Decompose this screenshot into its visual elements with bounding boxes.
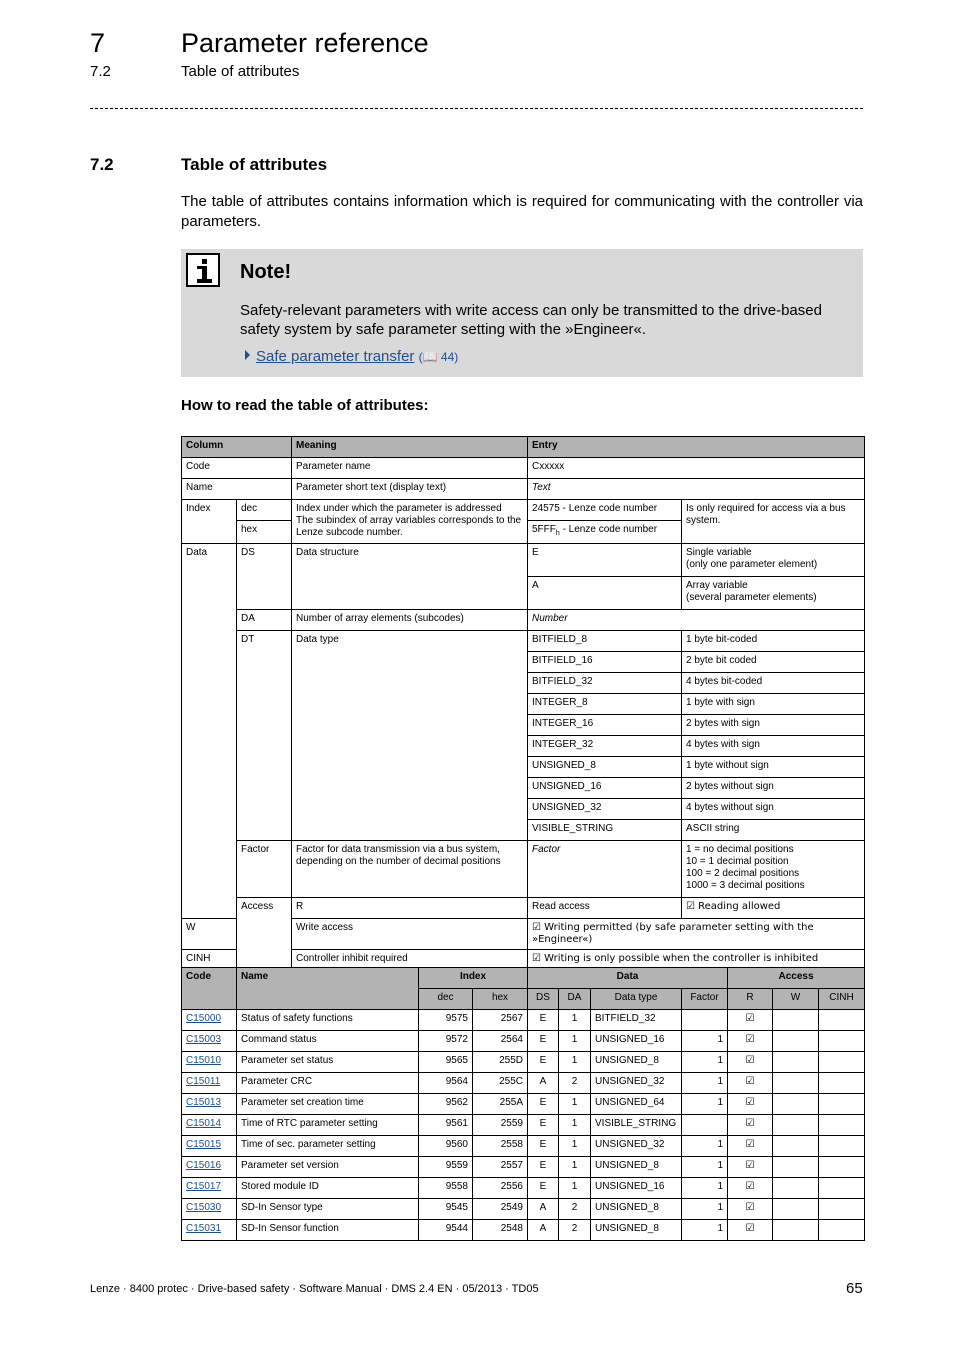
param-cell-factor: 1	[682, 1073, 728, 1094]
legend-cell: ASCII string	[682, 820, 865, 841]
param-cell-dec: 9558	[419, 1178, 473, 1199]
table-row	[182, 1220, 865, 1241]
legend-cell: BITFIELD_16	[528, 652, 682, 673]
param-cell-name: Time of sec. parameter setting	[237, 1136, 419, 1157]
param-cell-ds: E	[528, 1178, 559, 1199]
param-cell-da: 2	[559, 1199, 591, 1220]
param-cell-hex: 2567	[473, 1010, 528, 1031]
param-cell-dec: 9561	[419, 1115, 473, 1136]
legend-cell: $5FFF_h$ - Lenze code number	[528, 521, 682, 544]
legend-cell: 2 bytes with sign	[682, 715, 865, 736]
legend-header-meaning: Meaning	[292, 437, 528, 458]
param-cell-factor: 1	[682, 1220, 728, 1241]
legend-cell: 4 bytes bit-coded	[682, 673, 865, 694]
page-ref[interactable]: (📖 44)	[418, 350, 459, 364]
legend-cell: Data structure	[292, 544, 528, 610]
info-icon	[186, 253, 220, 287]
param-code-link[interactable]: C15010	[182, 1052, 237, 1073]
note-box	[181, 249, 863, 377]
param-cell-hex: 2556	[473, 1178, 528, 1199]
param-cell-dec: 9559	[419, 1157, 473, 1178]
legend-cell: INTEGER_16	[528, 715, 682, 736]
param-cell-w	[773, 1220, 819, 1241]
param-code-link[interactable]: C15030	[182, 1199, 237, 1220]
param-cell-name: Parameter set version	[237, 1157, 419, 1178]
page-ref-number: 44	[440, 350, 455, 364]
param-cell-cinh	[819, 1115, 865, 1136]
legend-cell: 24575 - Lenze code number	[528, 500, 682, 521]
legend-cell: Data type	[292, 631, 528, 841]
param-cell-dt: UNSIGNED_64	[591, 1094, 682, 1115]
legend-cell: Data	[182, 544, 237, 919]
param-cell-da: 1	[559, 1031, 591, 1052]
param-cell-r: ☑	[728, 1031, 773, 1052]
legend-cell: VISIBLE_STRING	[528, 820, 682, 841]
note-link-row	[245, 348, 458, 365]
table-row	[182, 1199, 865, 1220]
param-code-link[interactable]: C15003	[182, 1031, 237, 1052]
param-subheader-da: DA	[559, 989, 591, 1010]
param-cell-r: ☑	[728, 1073, 773, 1094]
note-title: Note!	[240, 261, 292, 283]
param-cell-ds: E	[528, 1094, 559, 1115]
param-cell-r: ☑	[728, 1136, 773, 1157]
legend-cell: Array variable (several parameter elements)	[682, 577, 865, 610]
param-code-link[interactable]: C15000	[182, 1010, 237, 1031]
param-cell-da: 1	[559, 1010, 591, 1031]
param-cell-cinh	[819, 1178, 865, 1199]
safe-parameter-transfer-link[interactable]: Safe parameter transfer	[256, 348, 415, 365]
legend-cell: ☑ Writing permitted (by safe parameter setting with the »Engineer«)	[528, 919, 865, 950]
param-cell-ds: A	[528, 1220, 559, 1241]
param-cell-hex: 2549	[473, 1199, 528, 1220]
legend-cell: 1 byte with sign	[682, 694, 865, 715]
param-cell-cinh	[819, 1199, 865, 1220]
intro-paragraph: The table of attributes contains information which is required for communicating with the controller via parameters.	[181, 193, 863, 230]
param-cell-dec: 9575	[419, 1010, 473, 1031]
legend-cell: R	[292, 898, 528, 919]
param-cell-cinh	[819, 1010, 865, 1031]
param-cell-w	[773, 1094, 819, 1115]
param-cell-name: Stored module ID	[237, 1178, 419, 1199]
legend-cell: 2 bytes without sign	[682, 778, 865, 799]
legend-cell: ☑ Writing is only possible when the controller is inhibited	[528, 950, 865, 971]
legend-cell: INTEGER_8	[528, 694, 682, 715]
param-cell-dec: 9544	[419, 1220, 473, 1241]
legend-cell: Single variable (only one parameter element)	[682, 544, 865, 577]
param-cell-dt: UNSIGNED_32	[591, 1073, 682, 1094]
param-cell-ds: E	[528, 1010, 559, 1031]
param-cell-dec: 9564	[419, 1073, 473, 1094]
param-cell-name: Time of RTC parameter setting	[237, 1115, 419, 1136]
param-subheader-cinh: CINH	[819, 989, 865, 1010]
legend-cell: UNSIGNED_32	[528, 799, 682, 820]
param-cell-dt: BITFIELD_32	[591, 1010, 682, 1031]
param-cell-dt: UNSIGNED_16	[591, 1031, 682, 1052]
param-cell-cinh	[819, 1073, 865, 1094]
param-cell-w	[773, 1199, 819, 1220]
legend-cell: Read access	[528, 898, 682, 919]
param-cell-r: ☑	[728, 1094, 773, 1115]
header-section-number: 7.2	[90, 63, 111, 80]
param-cell-factor: 1	[682, 1199, 728, 1220]
param-cell-ds: E	[528, 1157, 559, 1178]
param-cell-r: ☑	[728, 1010, 773, 1031]
param-cell-factor	[682, 1010, 728, 1031]
legend-cell: Number	[528, 610, 865, 631]
param-cell-ds: E	[528, 1031, 559, 1052]
legend-cell: Index	[182, 500, 237, 544]
header-divider	[90, 108, 863, 109]
param-cell-r: ☑	[728, 1157, 773, 1178]
param-cell-cinh	[819, 1136, 865, 1157]
param-cell-name: Command status	[237, 1031, 419, 1052]
param-cell-dt: UNSIGNED_16	[591, 1178, 682, 1199]
param-cell-ds: E	[528, 1115, 559, 1136]
param-cell-r: ☑	[728, 1178, 773, 1199]
table-row	[182, 1052, 865, 1073]
legend-cell: Code	[182, 458, 292, 479]
legend-cell: Number of array elements (subcodes)	[292, 610, 528, 631]
legend-cell: Parameter name	[292, 458, 528, 479]
param-cell-name: Parameter CRC	[237, 1073, 419, 1094]
param-subheader-dec: dec	[419, 989, 473, 1010]
param-cell-da: 1	[559, 1094, 591, 1115]
param-header-name: Name	[237, 968, 419, 1010]
param-cell-hex: 2559	[473, 1115, 528, 1136]
param-cell-w	[773, 1031, 819, 1052]
param-cell-dt: UNSIGNED_32	[591, 1136, 682, 1157]
legend-cell: hex	[237, 521, 292, 544]
legend-header-entry: Entry	[528, 437, 865, 458]
legend-cell: Is only required for access via a bus system.	[682, 500, 865, 544]
param-cell-dt: UNSIGNED_8	[591, 1052, 682, 1073]
howto-heading: How to read the table of attributes:	[181, 397, 429, 414]
param-cell-r: ☑	[728, 1220, 773, 1241]
legend-cell: UNSIGNED_8	[528, 757, 682, 778]
param-code-link[interactable]: C15016	[182, 1157, 237, 1178]
section-number: 7.2	[90, 155, 114, 174]
legend-cell: Name	[182, 479, 292, 500]
param-cell-name: Parameter set status	[237, 1052, 419, 1073]
param-cell-w	[773, 1178, 819, 1199]
legend-cell: Text	[528, 479, 865, 500]
param-header-access: Access	[728, 968, 865, 989]
legend-cell: Cxxxxx	[528, 458, 865, 479]
legend-cell: 1 byte without sign	[682, 757, 865, 778]
section-title: Table of attributes	[181, 155, 328, 174]
table-row	[182, 1031, 865, 1052]
param-cell-factor	[682, 1115, 728, 1136]
param-subheader-ds: DS	[528, 989, 559, 1010]
param-cell-hex: 255C	[473, 1073, 528, 1094]
legend-cell: 4 bytes with sign	[682, 736, 865, 757]
legend-cell: Factor	[237, 841, 292, 898]
legend-cell: 1 byte bit-coded	[682, 631, 865, 652]
table-row	[182, 1136, 865, 1157]
param-cell-w	[773, 1136, 819, 1157]
chapter-number: 7	[90, 28, 106, 58]
param-cell-factor: 1	[682, 1052, 728, 1073]
param-code-link[interactable]: C15015	[182, 1136, 237, 1157]
param-cell-dec: 9562	[419, 1094, 473, 1115]
param-cell-r: ☑	[728, 1199, 773, 1220]
legend-cell: Factor	[528, 841, 682, 898]
param-header-code: Code	[182, 968, 237, 1010]
arrow-right-icon	[245, 350, 250, 360]
table-row	[182, 1094, 865, 1115]
param-cell-w	[773, 1115, 819, 1136]
param-cell-hex: 255A	[473, 1094, 528, 1115]
param-cell-da: 1	[559, 1136, 591, 1157]
legend-cell: 2 byte bit coded	[682, 652, 865, 673]
param-cell-dt: UNSIGNED_8	[591, 1220, 682, 1241]
legend-header-column: Column	[182, 437, 292, 458]
param-cell-name: SD-In Sensor type	[237, 1199, 419, 1220]
param-cell-hex: 2557	[473, 1157, 528, 1178]
param-cell-cinh	[819, 1094, 865, 1115]
legend-cell: Parameter short text (display text)	[292, 479, 528, 500]
param-code-link[interactable]: C15017	[182, 1178, 237, 1199]
legend-cell: DS	[237, 544, 292, 610]
param-cell-factor: 1	[682, 1178, 728, 1199]
param-code-link[interactable]: C15031	[182, 1220, 237, 1241]
param-cell-hex: 2548	[473, 1220, 528, 1241]
note-text: Safety-relevant parameters with write access can only be transmitted to the drive-based safety system by safe parameter setting with the »Engineer«.	[240, 302, 822, 338]
param-cell-cinh	[819, 1157, 865, 1178]
param-cell-da: 2	[559, 1220, 591, 1241]
legend-cell: 4 bytes without sign	[682, 799, 865, 820]
param-header-index: Index	[419, 968, 528, 989]
param-cell-ds: A	[528, 1199, 559, 1220]
param-cell-dec: 9545	[419, 1199, 473, 1220]
param-cell-factor: 1	[682, 1031, 728, 1052]
legend-cell: CINH	[182, 950, 237, 971]
legend-cell: DT	[237, 631, 292, 841]
param-code-link[interactable]: C15014	[182, 1115, 237, 1136]
param-code-link[interactable]: C15011	[182, 1073, 237, 1094]
table-row	[182, 1178, 865, 1199]
param-cell-ds: A	[528, 1073, 559, 1094]
legend-cell: INTEGER_32	[528, 736, 682, 757]
chapter-title: Parameter reference	[181, 28, 429, 58]
table-row	[182, 1010, 865, 1031]
legend-cell: Access	[237, 898, 292, 971]
book-icon: 📖	[422, 350, 438, 364]
legend-cell: UNSIGNED_16	[528, 778, 682, 799]
param-header-data: Data	[528, 968, 728, 989]
param-cell-factor: 1	[682, 1136, 728, 1157]
legend-cell: Controller inhibit required	[292, 950, 528, 971]
param-cell-da: 1	[559, 1178, 591, 1199]
header-section-title: Table of attributes	[181, 63, 300, 80]
param-cell-w	[773, 1073, 819, 1094]
table-row	[182, 1157, 865, 1178]
param-cell-cinh	[819, 1052, 865, 1073]
param-cell-name: SD-In Sensor function	[237, 1220, 419, 1241]
legend-table	[181, 436, 865, 971]
param-cell-name: Status of safety functions	[237, 1010, 419, 1031]
param-subheader-r: R	[728, 989, 773, 1010]
legend-cell: Index under which the parameter is addressed The subindex of array variables corresponds to the Lenze subcode number.	[292, 500, 528, 544]
param-subheader-hex: hex	[473, 989, 528, 1010]
param-cell-r: ☑	[728, 1115, 773, 1136]
param-subheader-factor: Factor	[682, 989, 728, 1010]
legend-cell: Write access	[292, 919, 528, 950]
param-cell-w	[773, 1010, 819, 1031]
param-cell-dec: 9565	[419, 1052, 473, 1073]
param-cell-hex: 2558	[473, 1136, 528, 1157]
table-row	[182, 1115, 865, 1136]
param-cell-ds: E	[528, 1136, 559, 1157]
param-cell-dt: UNSIGNED_8	[591, 1157, 682, 1178]
param-cell-r: ☑	[728, 1052, 773, 1073]
parameter-table	[181, 967, 865, 1241]
legend-cell: BITFIELD_8	[528, 631, 682, 652]
param-subheader-w: W	[773, 989, 819, 1010]
param-cell-hex: 255D	[473, 1052, 528, 1073]
table-row	[182, 1073, 865, 1094]
param-code-link[interactable]: C15013	[182, 1094, 237, 1115]
param-subheader-datatype: Data type	[591, 989, 682, 1010]
param-cell-dec: 9572	[419, 1031, 473, 1052]
param-cell-da: 1	[559, 1157, 591, 1178]
param-cell-factor: 1	[682, 1094, 728, 1115]
param-cell-dt: UNSIGNED_8	[591, 1199, 682, 1220]
page-number: 65	[846, 1280, 863, 1297]
param-cell-name: Parameter set creation time	[237, 1094, 419, 1115]
param-cell-hex: 2564	[473, 1031, 528, 1052]
param-cell-da: 1	[559, 1052, 591, 1073]
legend-cell: 1 = no decimal positions 10 = 1 decimal position 100 = 2 decimal positions 1000 = 3 decimal positions	[682, 841, 865, 898]
param-cell-cinh	[819, 1220, 865, 1241]
footer-text: Lenze · 8400 protec · Drive-based safety · Software Manual · DMS 2.4 EN · 05/2013 · TD05	[90, 1283, 539, 1295]
legend-cell: W	[182, 919, 237, 950]
param-cell-da: 1	[559, 1115, 591, 1136]
legend-cell: E	[528, 544, 682, 577]
legend-cell: A	[528, 577, 682, 610]
param-cell-da: 2	[559, 1073, 591, 1094]
legend-cell: BITFIELD_32	[528, 673, 682, 694]
param-cell-w	[773, 1052, 819, 1073]
legend-cell: DA	[237, 610, 292, 631]
param-cell-w	[773, 1157, 819, 1178]
param-cell-factor: 1	[682, 1157, 728, 1178]
param-cell-dec: 9560	[419, 1136, 473, 1157]
param-cell-cinh	[819, 1031, 865, 1052]
legend-cell: dec	[237, 500, 292, 521]
legend-cell: ☑ Reading allowed	[682, 898, 865, 919]
legend-cell: Factor for data transmission via a bus system, depending on the number of decimal positions	[292, 841, 528, 898]
param-cell-ds: E	[528, 1052, 559, 1073]
param-cell-dt: VISIBLE_STRING	[591, 1115, 682, 1136]
